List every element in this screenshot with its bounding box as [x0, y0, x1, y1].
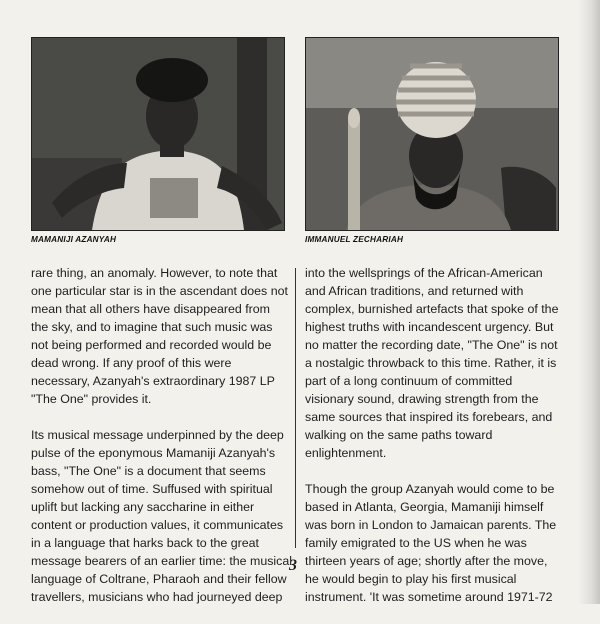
text-line: language of Coltrane, Pharaoh and their fellow	[31, 572, 287, 586]
text-line: one particular star is in the ascendant does not	[31, 284, 288, 298]
text-line: content or production values, it communicates	[31, 518, 284, 532]
text-line: walking on the same paths toward	[305, 428, 493, 442]
text-line: a nostalgic throwback to this time. Rather, it is	[305, 356, 557, 370]
portrait-figure-left	[32, 38, 284, 230]
text-column-right	[305, 264, 571, 624]
paragraph-right-1	[305, 264, 571, 462]
text-line: "The One" provides it.	[31, 392, 152, 406]
text-line: bass, "The One" is a document that seems	[31, 464, 266, 478]
photo-immanuel-zechariah	[305, 37, 559, 231]
text-line: visionary sound, drawing strength from the	[305, 392, 539, 406]
text-line: highest truths with incandescent urgency. But	[305, 320, 554, 334]
text-line: into the wellsprings of the African-American	[305, 266, 543, 280]
photo-caption-right: IMMANUEL ZECHARIAH	[305, 235, 404, 244]
text-line: part of a long continuum of committed	[305, 374, 513, 388]
column-divider	[295, 268, 296, 548]
text-line: somehow out of time. Suffused with spiritual	[31, 482, 273, 496]
photo-mamaniji-azanyah	[31, 37, 285, 231]
text-line: was born in London to Jamaican parents. The	[305, 518, 557, 532]
text-line: Though the group Azanyah would come to be	[305, 482, 555, 496]
page-edge-shadow	[578, 0, 600, 604]
text-line: in a language that harks back to the great	[31, 536, 260, 550]
paragraph-left-2	[31, 426, 293, 606]
page-number: 3	[289, 557, 297, 574]
text-line: no matter the recording date, "The One" is not	[305, 338, 558, 352]
text-line: based in Atlanta, Georgia, Mamaniji himself	[305, 500, 544, 514]
text-line: and African traditions, and returned with	[305, 284, 524, 298]
text-line: enlightenment.	[305, 446, 387, 460]
text-line: message bearers of an earlier time: the musical	[31, 554, 293, 568]
text-line: pulse of the eponymous Mamaniji Azanyah's	[31, 446, 276, 460]
text-line: rare thing, an anomaly. However, to note that	[31, 266, 278, 280]
paragraph-right-2	[305, 480, 571, 606]
text-line: uplift but lacking any saccharine in either	[31, 500, 255, 514]
text-line: family emigrated to the US when he was	[305, 536, 527, 550]
text-line: not being performed and recorded would be	[31, 338, 272, 352]
text-line: necessary, Azanyah's extraordinary 1987 LP	[31, 374, 275, 388]
text-line: same sources that inspired its forebears, and	[305, 410, 553, 424]
text-line: complex, burnished artefacts that spoke of the	[305, 302, 559, 316]
text-column-left	[31, 264, 293, 624]
paragraph-left-1	[31, 264, 293, 408]
text-line: he would begin to play his first musical	[305, 572, 517, 586]
text-line: instrument. 'It was sometime around 1971-72	[305, 590, 553, 604]
portrait-figure-right	[306, 38, 558, 230]
text-line: the sky, and to imagine that such music was	[31, 320, 273, 334]
text-line: mean that all others have disappeared from	[31, 302, 271, 316]
text-line: thirteen years of age; shortly after the move,	[305, 554, 548, 568]
text-line: Its musical message underpinned by the deep	[31, 428, 284, 442]
text-line: travellers, musicians who had journeyed deep	[31, 590, 283, 604]
text-line: dead wrong. If any proof of this were	[31, 356, 232, 370]
photo-caption-left: MAMANIJI AZANYAH	[31, 235, 117, 244]
